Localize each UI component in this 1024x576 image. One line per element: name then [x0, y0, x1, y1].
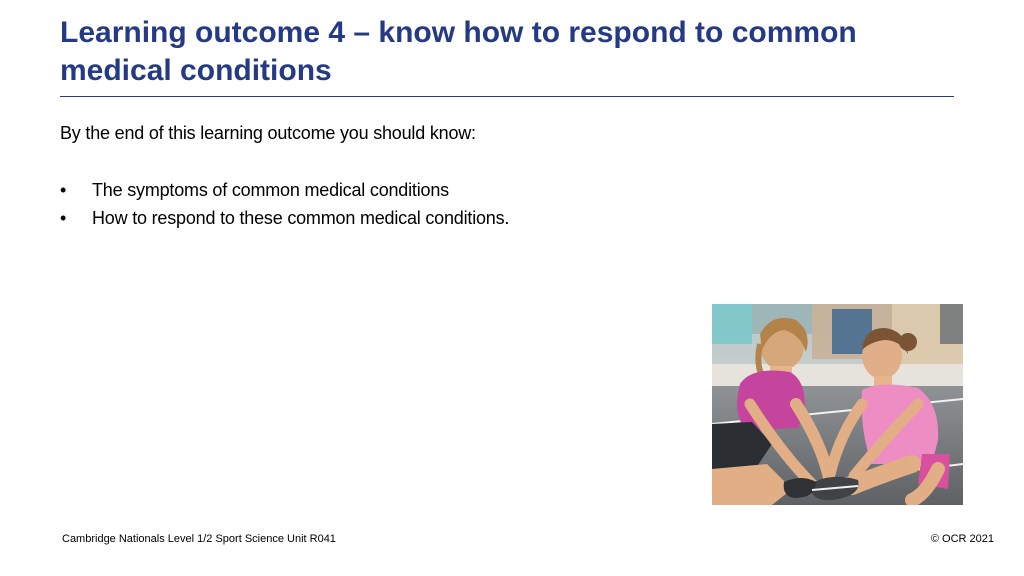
bullet-dot-icon: • — [60, 208, 67, 228]
bullet-item — [60, 204, 509, 232]
bullet-list — [60, 176, 509, 232]
bullet-text: The symptoms of common medical conditions — [92, 180, 449, 200]
intro-text: By the end of this learning outcome you should know: — [60, 123, 476, 143]
bullet-dot-icon: • — [60, 180, 67, 200]
slide-title: Learning outcome 4 – know how to respond to common medical conditions — [60, 16, 857, 87]
footer-course-text: Cambridge Nationals Level 1/2 Sport Science Unit R041 — [62, 533, 336, 545]
bullet-item — [60, 176, 509, 204]
athletes-photo — [712, 304, 963, 505]
footer-copyright: © OCR 2021 — [930, 533, 994, 545]
title-divider — [60, 96, 954, 97]
bullet-text: How to respond to these common medical conditions. — [92, 208, 510, 228]
